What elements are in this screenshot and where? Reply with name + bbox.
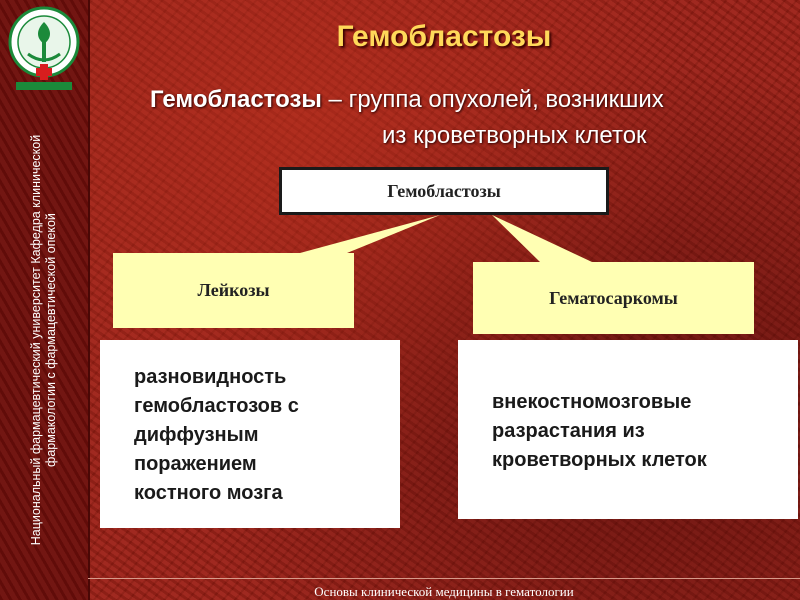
- slide-title: Гемобластозы: [336, 20, 552, 53]
- right-desc-line: разрастания из: [492, 420, 645, 442]
- sidebar-vertical-text: Национальный фармацевтический университет Кафедра клинической фармакологии с фармацевтической опекой: [29, 134, 58, 546]
- right-description: [458, 340, 798, 519]
- definition-term: Гемобластозы: [150, 86, 322, 113]
- diagram-main-box: Гемобластозы: [279, 167, 609, 215]
- left-desc-line: костного мозга: [134, 482, 283, 504]
- definition-text: [150, 82, 770, 154]
- left-desc-line: гемобластозов с: [134, 395, 299, 417]
- left-desc-line: диффузным: [134, 424, 259, 446]
- right-desc-line: внекостномозговые: [492, 391, 692, 413]
- sidebar: [0, 0, 90, 600]
- left-desc-line: поражением: [134, 453, 257, 475]
- definition-line2: из кроветворных клеток: [382, 122, 647, 149]
- diagram-right-box: Гематосаркомы: [473, 262, 754, 334]
- left-desc-line: разновидность: [134, 366, 287, 388]
- right-desc-line: кроветворных клеток: [492, 449, 707, 471]
- footer-divider: [88, 578, 800, 579]
- footer-text: Основы клинической медицины в гематологии: [314, 584, 574, 599]
- university-emblem-icon: [6, 4, 82, 94]
- diagram-left-box: Лейкозы: [113, 253, 354, 328]
- left-description: [100, 340, 400, 528]
- definition-rest: – группа опухолей, возникших: [321, 86, 664, 113]
